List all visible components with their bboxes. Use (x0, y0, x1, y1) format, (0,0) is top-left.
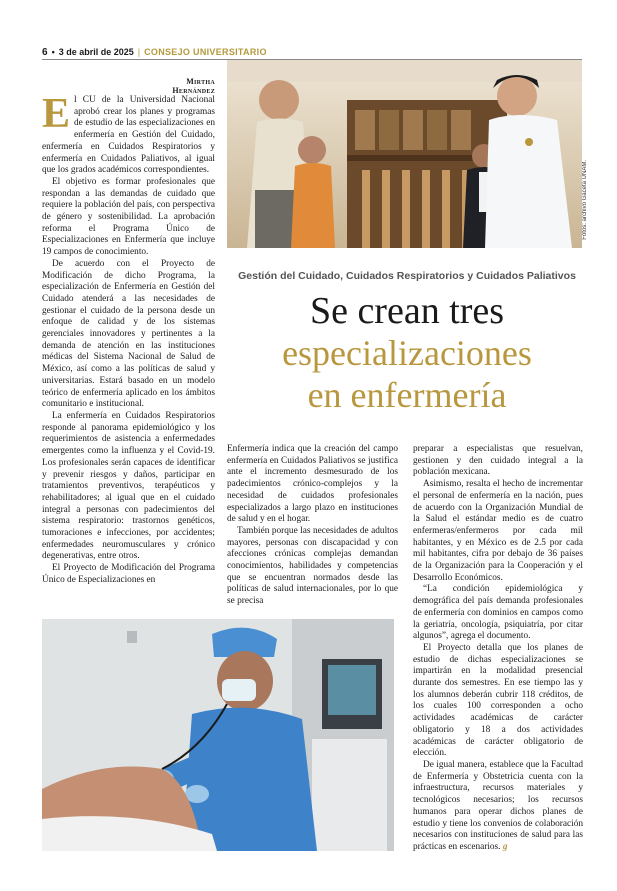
page-number: 6 (42, 46, 48, 58)
paragraph: También porque las necesidades de adultos mayores, personas con discapacidad y con afecciones crónicas complejas demandan conocimientos, habilidades y competencias que se encuentran normados desde las políticas de salud internacionales, por lo que se precisa (227, 525, 398, 607)
bottom-photo-illustration (42, 619, 394, 851)
article-column-3 (413, 444, 583, 854)
headline (227, 290, 587, 416)
paragraph (413, 760, 583, 854)
paragraph: “La condición epidemiológica y demográfica del país demanda profesionales de enfermería con dominios en campos como la geriatría, oncología, psiquiatría, por citar algunos”, agrega el documento. (413, 584, 583, 642)
lead-paragraph (42, 91, 215, 177)
paragraph: Asimismo, resalta el hecho de incrementar el personal de enfermería en la nación, pues de acuerdo con la Organización Mundial de la Salud el estándar medio es de cuatro enfermeras/enfermeros por cada mil habitantes, y en México es de 2.5 por cada mil habitantes, cifra por debajo de 36 países de la Organización para la Cooperación y el Desarrollo Económicos. (413, 479, 583, 583)
paragraph: El Proyecto detalla que los planes de estudio de dichas especializaciones se impartirán en la modalidad presencial durante dos semestres. En ese tiempo las y los alumnos deberán cubrir 118 créditos, de los cuales 100 corresponden a ocho actividades académicas de carácter obligatorio y 18 a dos actividades académicas de carácter obligatorio de elección. (413, 642, 583, 759)
bottom-photo (42, 619, 394, 851)
paragraph: La enfermería en Cuidados Respiratorios responde al panorama epidemiológico y los requerimientos de asistencia a enfermedades emergentes como la influenza y el Covid-19. Los profesionales serán capaces de identificar y prevenir riesgos y daños, participar en tratamientos preventivos, terapéuticos y rehabilitadores; al igual que en el cuidado integral a personas con padecimientos del sistema respiratorio: trastornos genéticos, tumoraciones e infecciones, por accidentes; enfermedades neuromusculares y crónico degenerativas, entre otros. (42, 410, 215, 562)
section-name: CONSEJO UNIVERSITARIO (144, 47, 267, 57)
header-divider: | (137, 47, 141, 57)
issue-date: 3 de abril de 2025 (58, 47, 134, 57)
author-byline: Mirtha Hernández (172, 77, 215, 95)
headline-line-1: Se crean tres (309, 290, 505, 332)
drop-cap: E (42, 91, 71, 137)
top-photo (227, 60, 582, 248)
paragraph: preparar a especialistas que resuelvan, gestionen y den cuidado integral a la población mexicana. (413, 444, 583, 478)
photo-credit: Fotos: archivo Gaceta UNAM. (582, 160, 588, 240)
headline-line-2: especializaciones (282, 333, 532, 373)
headline-kicker: Gestión del Cuidado, Cuidados Respiratorios y Cuidados Paliativos (238, 270, 576, 282)
paragraph-text: De igual manera, establece que la Facultad de Enfermería y Obstetricia cuenta con la infraestructura, recursos materiales y tecnológicos necesarios; los recursos humanos para operar dichos planes de estudio y tiene los convenios de colaboración necesarios con instituciones de salud para las prácticas en escenarios. (413, 759, 583, 852)
paragraph: El objetivo es formar profesionales que respondan a las demandas de cuidado que requiere la población del país, con perspectiva de género y sostenibilidad. La aprobación reforma el Programa Único de Especializaciones en Enfermería que incluye 19 campos de conocimiento. (42, 176, 215, 258)
paragraph: El Proyecto de Modificación del Programa Único de Especializaciones en (42, 563, 215, 585)
article-column-1 (42, 91, 215, 587)
paragraph-text: l CU de la Universidad Nacional aprobó crear los planes y programas de estudio de las especializaciones en enfermería en Gestión del Cuidado, enfermería en Cuidados Respiratorios y enfermería en Cuidados Paliativos, al igual que los grados académicos correspondientes. (42, 95, 215, 176)
bullet-separator: • (51, 47, 55, 57)
article-column-2 (227, 444, 398, 608)
headline-line-3: en enfermería (307, 375, 507, 415)
paragraph: De acuerdo con el Proyecto de Modificación de dicho Programa, la especialización de Enfermería en Gestión del Cuidado atenderá a las necesidades de gestionar el cuidado de la persona desde un enfoque de calidad y de los sistemas gerenciales innovadores y pertinentes a la demanda de atención en las instituciones médicas del Sistema Nacional de Salud de México, así como a las políticas de salud y universitarias. Estará basado en un modelo teórico de enfermería aplicado en los ámbitos comunitario e institucional. (42, 258, 215, 410)
end-of-article-mark: g (502, 841, 508, 852)
page-header (42, 45, 582, 59)
paragraph: Enfermería indica que la creación del campo enfermería en Cuidados Paliativos se justifica ante el incremento desmesurado de los padecimientos crónico-complejos y la necesidad de cuidados profesionales especializados a largo plazo en instituciones de salud y en el hogar. (227, 444, 398, 525)
top-photo-illustration (227, 60, 582, 248)
